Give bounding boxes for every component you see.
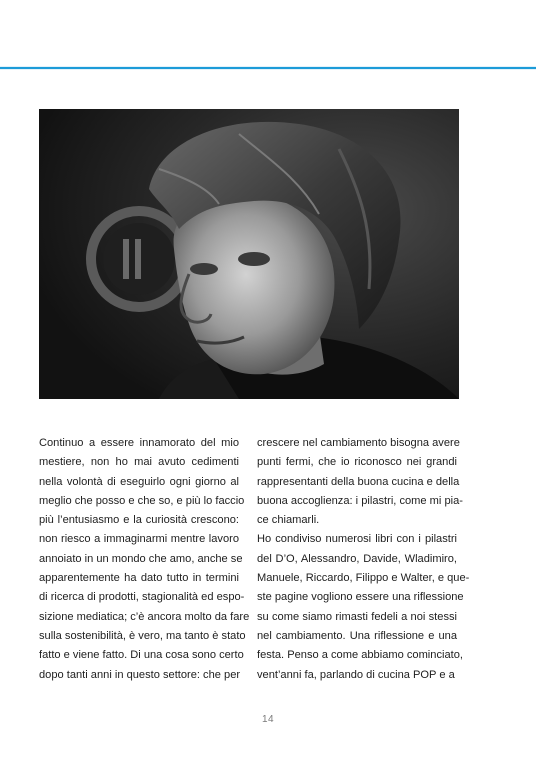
text-line: sulla sostenibilità, è vero, ma tanto è stato	[39, 629, 246, 642]
text-line: meglio che posso e che so, e più lo faccio	[39, 494, 245, 507]
text-line: rappresentanti della buona cucina e della	[257, 475, 460, 488]
text-line: crescere nel cambiamento bisogna avere	[257, 437, 460, 449]
text-line: annoiato in un mondo che amo, anche se	[39, 552, 243, 565]
text-line: punti fermi, che io riconosco nei grandi	[257, 456, 457, 469]
portrait-photo	[39, 109, 459, 399]
text-line: Ho condiviso numerosi libri con i pilastri	[257, 533, 457, 546]
text-line: ce chiamarli.	[257, 514, 320, 527]
text-line: dopo tanti anni in questo settore: che per	[39, 668, 241, 681]
page-number: 14	[261, 714, 275, 725]
text-line: ste pagine vogliono essere una riflessione	[257, 591, 464, 604]
text-line: di ricerca di prodotti, stagionalità ed espo-	[39, 591, 245, 604]
text-column-left	[39, 434, 250, 685]
text-line: nel cambiamento. Una riflessione e una	[257, 629, 457, 642]
text-line: più l’entusiasmo e la curiosità crescono:	[39, 514, 239, 527]
text-line: fatto e viene fatto. Di una cosa sono certo	[39, 649, 244, 662]
text-line: sizione mediatica; c’è ancora molto da fare	[39, 610, 250, 623]
text-line: non riesco a immaginarmi mentre lavoro	[39, 533, 239, 546]
accent-rule-line	[0, 0, 536, 80]
text-line: Continuo a essere innamorato del mio	[39, 437, 239, 449]
text-line: del D’O, Alessandro, Davide, Wladimiro,	[257, 552, 457, 565]
text-line: su come siamo rimasti fedeli a noi stessi	[257, 610, 457, 623]
text-line: vent’anni fa, parlando di cucina POP e a	[257, 668, 455, 681]
text-column-right	[257, 434, 470, 685]
text-line: mestiere, non ho mai avuto cedimenti	[39, 456, 239, 469]
text-line: Manuele, Riccardo, Filippo e Walter, e que-	[257, 572, 470, 585]
text-line: buona accoglienza: i pilastri, come mi pia-	[257, 494, 463, 507]
text-line: festa. Penso a come abbiamo cominciato,	[257, 649, 463, 662]
text-line: apparentemente ha dato tutto in termini	[39, 572, 239, 585]
text-line: nella volontà di eseguirlo ogni giorno al	[39, 475, 239, 488]
